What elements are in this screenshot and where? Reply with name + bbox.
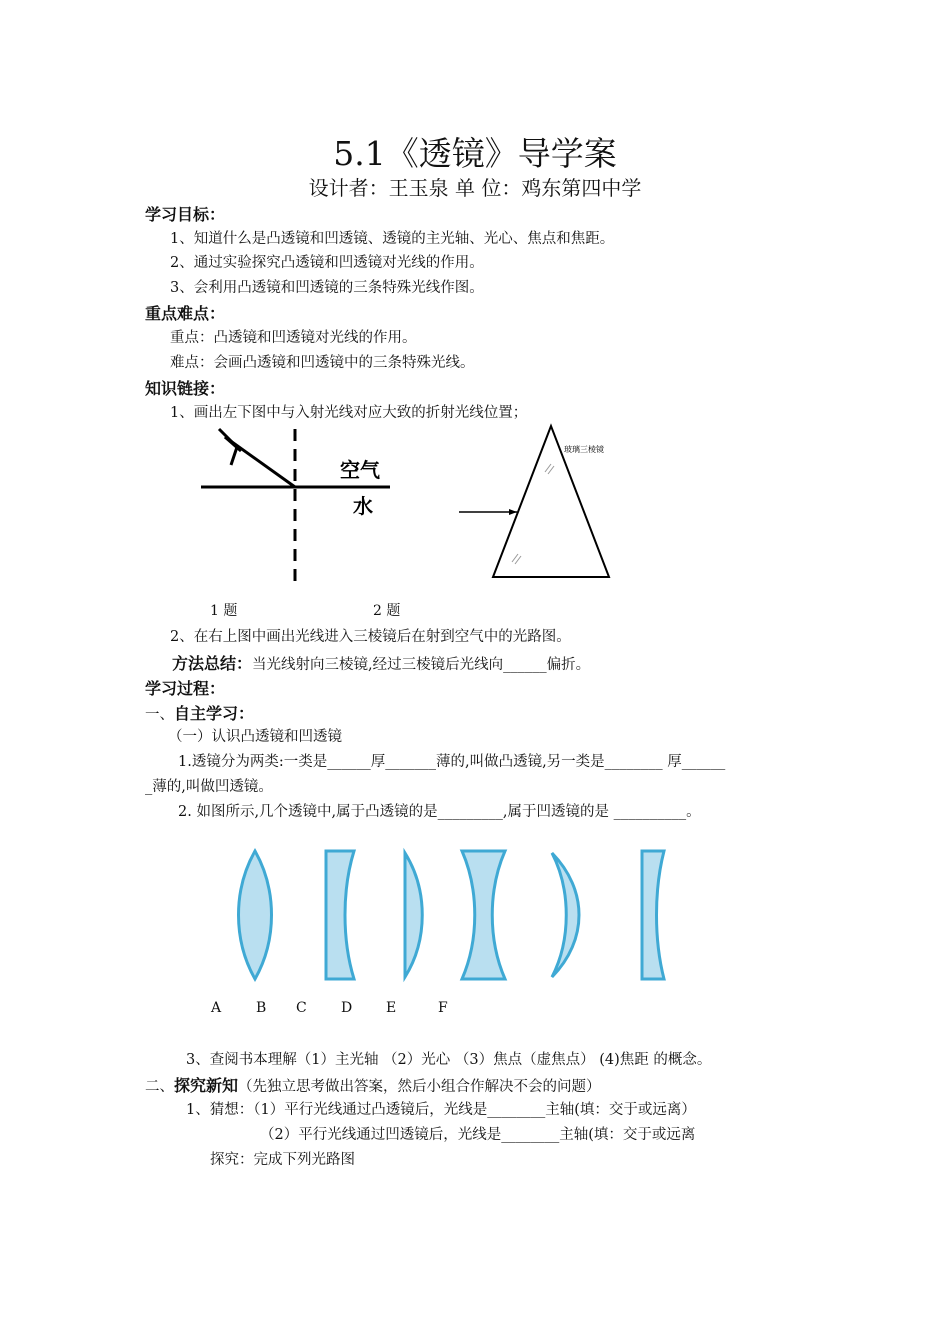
- page-title: 5.1《透镜》导学案: [333, 134, 617, 173]
- lens-label-f: F: [438, 1000, 448, 1016]
- lens-question-1-line1: 1.透镜分为两类:一类是______厚_______薄的,叫做凸透镜,另一类是________ 厚______: [178, 754, 726, 770]
- key-points-heading: 重点难点：: [145, 304, 226, 323]
- objective-item: 2、通过实验探究凸透镜和凹透镜对光线的作用。: [170, 255, 484, 271]
- lens-label-d: D: [341, 1000, 353, 1016]
- figure-caption-1: 1 题: [210, 603, 238, 619]
- explore-instruction: 探究：完成下列光路图: [210, 1152, 355, 1168]
- lens-question-1-line2: _薄的,叫做凹透镜。: [145, 779, 273, 795]
- knowledge-question-2: 2、在右上图中画出光线进入三棱镜后在射到空气中的光路图。: [170, 629, 571, 645]
- part2-prefix: 二、: [145, 1079, 174, 1095]
- guess-2: （2）平行光线通过凹透镜后，光线是________主轴(填：交于或远离: [260, 1127, 696, 1143]
- lens-c-plano-convex: [405, 853, 422, 977]
- lens-a-biconvex: [239, 851, 272, 979]
- lens-d-biconcave: [462, 851, 505, 979]
- lens-question-2: 2. 如图所示,几个透镜中,属于凸透镜的是_________,属于凹透镜的是 __________。: [178, 804, 701, 820]
- lens-label-e: E: [386, 1000, 397, 1016]
- lens-question-3: 3、查阅书本理解（1）主光轴 （2）光心 （3）焦点（虚焦点） (4)焦距 的概念。: [186, 1052, 712, 1068]
- key-point-item: 重点：凸透镜和凹透镜对光线的作用。: [170, 330, 417, 346]
- part1-title: 自主学习：: [174, 704, 255, 723]
- lens-e-meniscus: [552, 853, 579, 977]
- figure-caption-2: 2 题: [373, 603, 401, 619]
- method-label: 方法总结：: [172, 654, 253, 673]
- guess-1: 1、猜想：（1）平行光线通过凸透镜后，光线是________主轴(填：交于或远离）: [186, 1102, 696, 1118]
- refraction-figure: [195, 425, 405, 590]
- lens-f-concave-meniscus: [642, 851, 664, 979]
- part1-heading: [145, 701, 254, 724]
- subsection-1: （一）认识凸透镜和凹透镜: [168, 729, 342, 745]
- objective-item: 1、知道什么是凸透镜和凹透镜、透镜的主光轴、光心、焦点和焦距。: [170, 231, 615, 247]
- part2-note: （先独立思考做出答案，然后小组合作解决不会的问题）: [238, 1079, 601, 1095]
- objectives-heading: 学习目标：: [145, 205, 226, 224]
- lens-label-a: A: [211, 1000, 222, 1016]
- prism-figure: [455, 420, 620, 585]
- part2-title: 探究新知: [174, 1076, 239, 1095]
- knowledge-link-heading: 知识链接：: [145, 379, 226, 398]
- water-label: 水: [353, 496, 373, 518]
- process-heading: 学习过程：: [145, 679, 226, 698]
- lens-figure: [230, 845, 680, 985]
- method-summary: [172, 651, 590, 674]
- part1-prefix: 一、: [145, 707, 174, 723]
- objective-item: 3、会利用凸透镜和凹透镜的三条特殊光线作图。: [170, 280, 484, 296]
- method-text: 当光线射向三棱镜,经过三棱镜后光线向______偏折。: [252, 657, 591, 673]
- lens-b-plano-concave: [326, 851, 354, 979]
- prism-label: 玻璃三棱镜: [564, 445, 604, 454]
- lens-label-b: B: [256, 1000, 267, 1016]
- arrow-head-icon: [509, 509, 517, 515]
- difficult-point-item: 难点：会画凸透镜和凹透镜中的三条特殊光线。: [170, 355, 475, 371]
- knowledge-question-1: 1、画出左下图中与入射光线对应大致的折射光线位置；: [170, 405, 528, 421]
- air-label: 空气: [340, 460, 380, 482]
- part2-heading: [145, 1073, 601, 1096]
- lens-label-c: C: [296, 1000, 307, 1016]
- page-subtitle: 设计者：王玉泉 单 位：鸡东第四中学: [308, 176, 642, 200]
